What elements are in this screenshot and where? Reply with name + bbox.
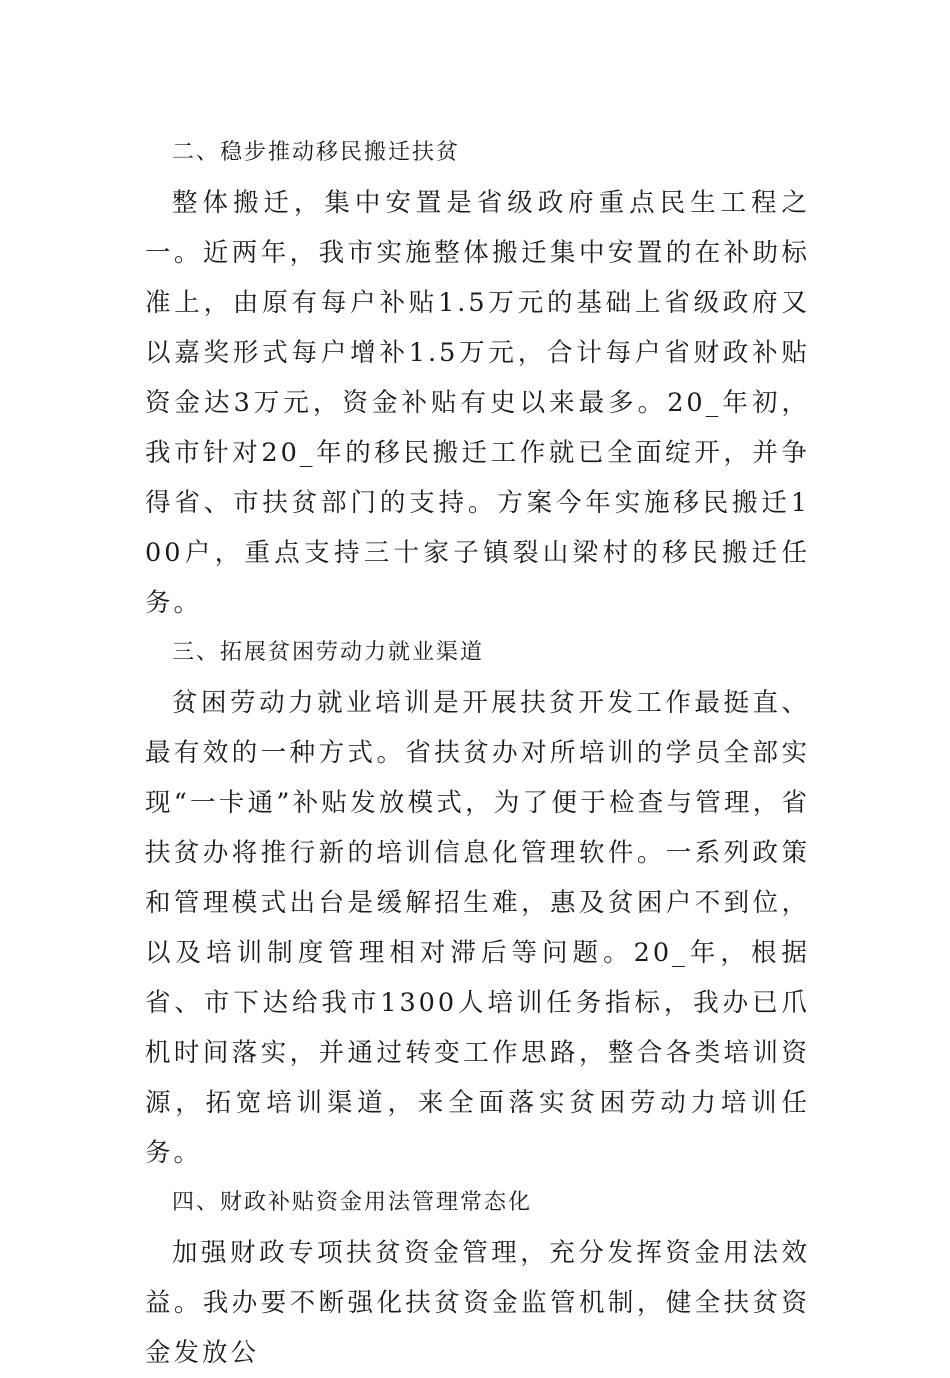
document-content [145,128,810,1378]
section-paragraph: 贫困劳动力就业培训是开展扶贫开发工作最挺直、最有效的一种方式。省扶贫办对所培训的学员全部实现“一卡通”补贴发放模式，为了便于检查与管理，省扶贫办将推行新的培训信息化管理软件。一系列政策和管理模式出台是缓解招生难，惠及贫困户不到位，以及培训制度管理相对滞后等问题。20_年，根据省、市下达给我市1300人培训任务指标，我办已爪机时间落实，并通过转变工作思路，整合各类培训资源，拓宽培训渠道，来全面落实贫困劳动力培训任务。 [145,688,810,1168]
section-paragraph: 加强财政专项扶贫资金管理，充分发挥资金用法效益。我办要不断强化扶贫资金监管机制，健全扶贫资金发放公 [145,1238,810,1368]
section-heading: 四、财政补贴资金用法管理常态化 [172,1190,533,1215]
section-relocation [145,128,810,628]
section-heading: 二、稳步推动移民搬迁扶贫 [172,140,461,165]
section-heading: 三、拓展贫困劳动力就业渠道 [172,640,485,665]
section-employment [145,628,810,1178]
section-paragraph: 整体搬迁，集中安置是省级政府重点民生工程之一。近两年，我市实施整体搬迁集中安置的在补助标准上，由原有每户补贴1.5万元的基础上省级政府又以嘉奖形式每户增补1.5万元，合计每户省财政补贴资金达3万元，资金补贴有史以来最多。20_年初，我市针对20_年的移民搬迁工作就已全面绽开，并争得省、市扶贫部门的支持。方案今年实施移民搬迁100户，重点支持三十家子镇裂山梁村的移民搬迁任务。 [145,188,810,618]
section-funds [145,1178,810,1378]
